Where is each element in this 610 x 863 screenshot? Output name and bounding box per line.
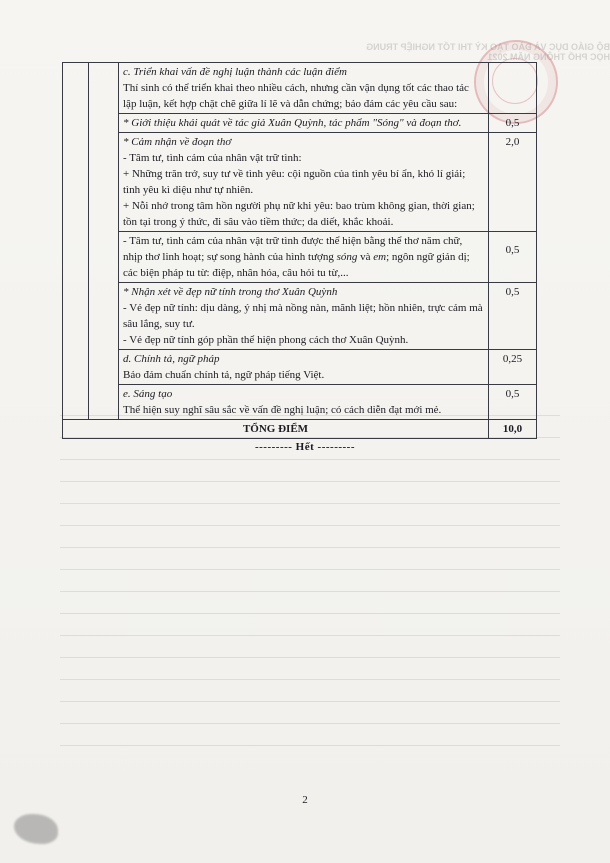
criterion-cell [119,350,489,385]
question-number-cell [63,63,89,420]
total-label: TỔNG ĐIỂM [63,420,489,439]
criterion-text: Thể hiện suy nghĩ sâu sắc về vấn đề nghị luận; có cách diễn đạt mới mẻ. [123,404,442,416]
emphasized-word: sóng [336,251,358,263]
part-number-cell [89,63,119,420]
score-cell: 0,5 [489,114,537,133]
score-cell: 0,25 [489,350,537,385]
criterion-cell [119,232,489,283]
criterion-text: - Tâm tư, tình cảm của nhân vật trữ tình: [123,152,302,164]
bleed-through-lines [60,415,560,815]
criterion-heading: * Giới thiệu khái quát về tác giả Xuân Quỳnh, tác phẩm "Sóng" và đoạn thơ. [123,117,462,129]
criterion-cell [119,133,489,232]
score-cell [489,63,537,114]
table-row [63,232,537,283]
criterion-text: + Nỗi nhớ trong tâm hồn người phụ nữ khi yêu: bao trùm không gian, thời gian; tồn tại trong ý thức, đi sâu vào tiềm thức; da diết, khắc khoải. [123,200,475,228]
criterion-cell [119,283,489,350]
criterion-heading: * Cảm nhận về đoạn thơ [123,136,232,148]
page-number: 2 [302,794,308,806]
criterion-heading: c. Triển khai vấn đề nghị luận thành các luận điểm [123,66,347,78]
scoring-table [62,62,537,439]
total-value: 10,0 [489,420,537,439]
criterion-heading: e. Sáng tạo [123,388,173,400]
table-row [63,63,537,114]
criterion-text: Thí sinh có thể triển khai theo nhiều cách, nhưng cần vận dụng tốt các thao tác lập luận, kết hợp chặt chẽ giữa lí lẽ và dẫn chứng; bảo đảm các yêu cầu sau: [123,82,469,110]
criterion-heading: d. Chính tả, ngữ pháp [123,353,220,365]
total-row [63,420,537,439]
criterion-text: Bảo đảm chuẩn chính tả, ngữ pháp tiếng Việt. [123,369,325,381]
table-row [63,283,537,350]
criterion-text: - Tâm tư, tình cảm của nhân vật trữ tình được thể hiện bằng thể thơ năm chữ, nhịp thơ linh hoạt; sự song hành của hình tượng sóng và em; ngôn ngữ giản dị; các biện pháp tu từ: điệp, nhân hóa, câu hỏi tu từ,... [123,235,470,279]
ink-smudge [14,814,58,844]
table-row [63,350,537,385]
score-cell: 0,5 [489,232,537,283]
table-row [63,133,537,232]
end-mark: --------- Hết --------- [254,441,356,453]
score-cell: 0,5 [489,283,537,350]
criterion-text: - Vẻ đẹp nữ tính: dịu dàng, ý nhị mà nồng nàn, mãnh liệt; hồn nhiên, trực cảm mà sâu lắng, suy tư. [123,302,483,330]
criterion-cell [119,385,489,420]
criterion-cell [119,114,489,133]
score-cell: 2,0 [489,133,537,232]
criterion-cell [119,63,489,114]
table-row [63,114,537,133]
criterion-text: - Vẻ đẹp nữ tính góp phần thể hiện phong cách thơ Xuân Quỳnh. [123,334,409,346]
emphasized-word: em [373,251,387,263]
criterion-text: + Những trăn trở, suy tư về tình yêu: cội nguồn của tình yêu bí ẩn, khó lí giải; tình yêu kì diệu như tự nhiên. [123,168,466,196]
criterion-heading: * Nhận xét về đẹp nữ tính trong thơ Xuân Quỳnh [123,286,338,298]
table-row [63,385,537,420]
bleed-through-header: BỘ GIÁO DỤC VÀ ĐÀO TẠO KỲ THI TỐT NGHIỆP TRUNG HỌC PHỔ THÔNG NĂM 2021 [366,42,610,62]
score-cell: 0,5 [489,385,537,420]
